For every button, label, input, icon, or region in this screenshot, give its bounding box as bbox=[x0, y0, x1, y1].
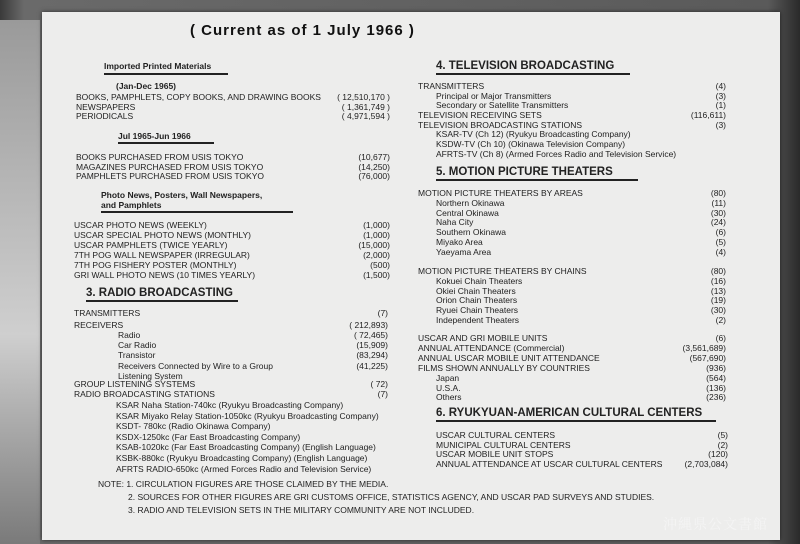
row-value: (564) bbox=[706, 372, 726, 383]
row-value: (11) bbox=[711, 197, 726, 208]
row-value: (6) bbox=[715, 333, 726, 343]
row-value: (16) bbox=[710, 275, 726, 286]
row-value: (80) bbox=[710, 188, 726, 198]
left-edge bbox=[0, 20, 40, 544]
row-value: (41,225) bbox=[356, 360, 388, 371]
row-label: USCAR SPECIAL PHOTO NEWS (MONTHLY) bbox=[74, 229, 251, 240]
row-label: TRANSMITTERS bbox=[418, 81, 485, 91]
row-value: (5) bbox=[715, 237, 726, 247]
row-value: (3,561,689) bbox=[682, 342, 726, 353]
row-label: PERIODICALS bbox=[76, 111, 134, 121]
row-value: (3) bbox=[715, 91, 726, 101]
row-label: ANNUAL ATTENDANCE (Commercial) bbox=[418, 342, 565, 353]
row-value: (4) bbox=[715, 246, 726, 257]
section-heading: Photo News, Posters, Wall Newspapers, bbox=[101, 190, 263, 200]
row-label: 7TH POG WALL NEWSPAPER (IRREGULAR) bbox=[74, 249, 250, 260]
row-value: ( 4,971,594 ) bbox=[341, 111, 390, 121]
row-label: Radio bbox=[118, 330, 141, 340]
row-value: (936) bbox=[706, 362, 726, 373]
station-item: KSBK-880kc (Ryukyu Broadcasting Company) (English Language) bbox=[116, 453, 368, 463]
note-line: 2. SOURCES FOR OTHER FIGURES ARE GRI CUSTOMS OFFICE, STATISTICS AGENCY, AND USCAR PAD SURVEYS AND STUDIES. bbox=[128, 492, 655, 502]
row-label: Transistor bbox=[118, 350, 156, 361]
row-value: (30) bbox=[710, 305, 726, 316]
row-label: Yaeyama Area bbox=[436, 246, 492, 257]
row-label: AFRTS-TV (Ch 8) (Armed Forces Radio and Television Service) bbox=[436, 149, 677, 159]
row-label: ANNUAL ATTENDANCE AT USCAR CULTURAL CENTERS bbox=[436, 458, 663, 469]
archive-watermark: 沖縄県公文書館 bbox=[663, 517, 768, 533]
row-label: Others bbox=[436, 392, 462, 403]
note-line: NOTE: 1. CIRCULATION FIGURES ARE THOSE CLAIMED BY THE MEDIA. bbox=[98, 479, 389, 489]
row-value: (10,677) bbox=[358, 152, 390, 162]
row-label: Central Okinawa bbox=[436, 207, 499, 218]
row-label: USCAR PAMPHLETS (TWICE YEARLY) bbox=[74, 239, 228, 250]
row-value: (1,500) bbox=[363, 269, 390, 280]
row-label: RECEIVERS bbox=[74, 320, 124, 330]
row-label: RADIO BROADCASTING STATIONS bbox=[74, 389, 215, 399]
row-value: (83,294) bbox=[356, 350, 388, 361]
row-label: MUNICIPAL CULTURAL CENTERS bbox=[436, 439, 571, 450]
row-value: (7) bbox=[377, 389, 388, 399]
row-value: (3) bbox=[715, 120, 726, 130]
row-label: Ryuei Chain Theaters bbox=[436, 305, 519, 316]
row-label: Kokuei Chain Theaters bbox=[436, 275, 523, 286]
row-label: ANNUAL USCAR MOBILE UNIT ATTENDANCE bbox=[418, 352, 600, 363]
period-label: (Jan-Dec 1965) bbox=[116, 81, 177, 91]
row-value: (15,909) bbox=[356, 340, 388, 351]
row-label: Orion Chain Theaters bbox=[436, 295, 518, 306]
row-label: MOTION PICTURE THEATERS BY CHAINS bbox=[418, 266, 587, 276]
row-label: Receivers Connected by Wire to a Group bbox=[118, 360, 273, 371]
row-label: USCAR AND GRI MOBILE UNITS bbox=[418, 333, 548, 343]
row-label: TRANSMITTERS bbox=[74, 308, 141, 318]
row-label: GROUP LISTENING SYSTEMS bbox=[74, 379, 196, 389]
row-label: MAGAZINES PURCHASED FROM USIS TOKYO bbox=[76, 161, 264, 172]
row-value: (80) bbox=[710, 266, 726, 276]
row-value: (4) bbox=[715, 81, 726, 91]
row-label: Southern Okinawa bbox=[436, 227, 506, 238]
heading-underline bbox=[436, 420, 716, 422]
section-heading: Imported Printed Materials bbox=[104, 61, 212, 71]
row-value: (236) bbox=[706, 392, 726, 403]
row-value: (15,000) bbox=[358, 239, 390, 250]
row-label: 7TH POG FISHERY POSTER (MONTHLY) bbox=[74, 259, 237, 270]
row-label: Independent Theaters bbox=[436, 315, 520, 325]
row-label: PAMPHLETS PURCHASED FROM USIS TOKYO bbox=[76, 171, 264, 181]
station-item: KSAR Naha Station-740kc (Ryukyu Broadcasting Company) bbox=[116, 400, 344, 410]
row-value: (1,000) bbox=[363, 229, 390, 240]
row-value: (30) bbox=[710, 207, 726, 218]
section-heading: and Pamphlets bbox=[101, 200, 162, 210]
row-value: (13) bbox=[710, 285, 726, 296]
row-value: (1) bbox=[715, 100, 726, 110]
row-label: Secondary or Satellite Transmitters bbox=[436, 100, 569, 110]
row-label: Japan bbox=[436, 372, 460, 383]
heading-underline bbox=[436, 179, 638, 181]
heading-underline bbox=[101, 211, 293, 213]
row-value: ( 72,465) bbox=[353, 330, 388, 340]
row-label: Miyako Area bbox=[436, 237, 483, 247]
row-value: (500) bbox=[370, 259, 390, 270]
row-label: GRI WALL PHOTO NEWS (10 TIMES YEARLY) bbox=[74, 269, 256, 280]
row-value: (2) bbox=[717, 439, 728, 450]
heading-underline bbox=[86, 300, 238, 302]
row-value: (6) bbox=[715, 227, 726, 238]
station-item: KSAR Miyako Relay Station-1050kc (Ryukyu Broadcasting Company) bbox=[116, 410, 379, 421]
station-item: KSDT- 780kc (Radio Okinawa Company) bbox=[116, 421, 271, 432]
row-label: FILMS SHOWN ANNUALLY BY COUNTRIES bbox=[418, 362, 590, 373]
row-label: BOOKS, PAMPHLETS, COPY BOOKS, AND DRAWING BOOKS bbox=[76, 92, 321, 102]
row-value: (76,000) bbox=[358, 171, 390, 181]
station-item: AFRTS RADIO-650kc (Armed Forces Radio and Television Service) bbox=[116, 463, 372, 474]
heading-underline bbox=[118, 142, 214, 144]
row-value: (7) bbox=[377, 308, 388, 318]
row-value: (136) bbox=[706, 382, 726, 393]
row-label: Naha City bbox=[436, 217, 474, 228]
section-heading: 3. RADIO BROADCASTING bbox=[86, 287, 233, 299]
row-label: BOOKS PURCHASED FROM USIS TOKYO bbox=[76, 152, 244, 162]
row-value: (116,611) bbox=[690, 110, 726, 120]
station-item: KSDX-1250kc (Far East Broadcasting Company) bbox=[116, 431, 301, 442]
row-value: (24) bbox=[710, 217, 726, 228]
row-value: (1,000) bbox=[363, 220, 390, 230]
row-label: U.S.A. bbox=[436, 382, 461, 393]
row-label: NEWSPAPERS bbox=[76, 101, 136, 112]
row-value: (2,703,084) bbox=[684, 458, 728, 469]
heading-underline bbox=[104, 73, 228, 75]
row-label: USCAR MOBILE UNIT STOPS bbox=[436, 449, 554, 460]
row-label: Principal or Major Transmitters bbox=[436, 91, 552, 101]
section-heading: 4. TELEVISION BROADCASTING bbox=[436, 60, 615, 72]
note-line: 3. RADIO AND TELEVISION SETS IN THE MILITARY COMMUNITY ARE NOT INCLUDED. bbox=[128, 505, 475, 515]
row-label: Northern Okinawa bbox=[436, 197, 505, 208]
row-label: KSAR-TV (Ch 12) (Ryukyu Broadcasting Company) bbox=[436, 129, 631, 139]
row-value: (19) bbox=[710, 295, 726, 306]
row-value: ( 12,510,170 ) bbox=[337, 92, 390, 102]
row-label: Car Radio bbox=[118, 340, 157, 351]
row-value: (120) bbox=[708, 449, 728, 460]
row-value: ( 72) bbox=[370, 379, 388, 389]
page-title: ( Current as of 1 July 1966 ) bbox=[190, 22, 415, 39]
row-value: ( 212,893) bbox=[349, 320, 388, 330]
row-value: ( 1,361,749 ) bbox=[341, 101, 390, 112]
row-label: Listening System bbox=[118, 370, 183, 381]
row-value: (2) bbox=[715, 315, 726, 325]
row-label: Okiei Chain Theaters bbox=[436, 285, 516, 296]
row-value: (14,250) bbox=[358, 161, 390, 172]
row-value: (567,690) bbox=[689, 352, 726, 363]
section-heading: 5. MOTION PICTURE THEATERS bbox=[436, 166, 613, 178]
station-item: KSAB-1020kc (Far East Broadcasting Company) (English Language) bbox=[116, 442, 376, 453]
row-value: (2,000) bbox=[363, 249, 390, 260]
row-label: KSDW-TV (Ch 10) (Okinawa Television Company) bbox=[436, 139, 626, 149]
row-label: MOTION PICTURE THEATERS BY AREAS bbox=[418, 188, 583, 198]
row-label: TELEVISION RECEIVING SETS bbox=[418, 110, 542, 120]
row-label: USCAR PHOTO NEWS (WEEKLY) bbox=[74, 220, 207, 230]
row-label: USCAR CULTURAL CENTERS bbox=[436, 430, 556, 440]
period-label: Jul 1965-Jun 1966 bbox=[118, 131, 191, 141]
row-value: (5) bbox=[717, 430, 728, 440]
row-label: TELEVISION BROADCASTING STATIONS bbox=[418, 120, 583, 130]
section-heading: 6. RYUKYUAN-AMERICAN CULTURAL CENTERS bbox=[436, 407, 703, 419]
heading-underline bbox=[436, 73, 630, 75]
